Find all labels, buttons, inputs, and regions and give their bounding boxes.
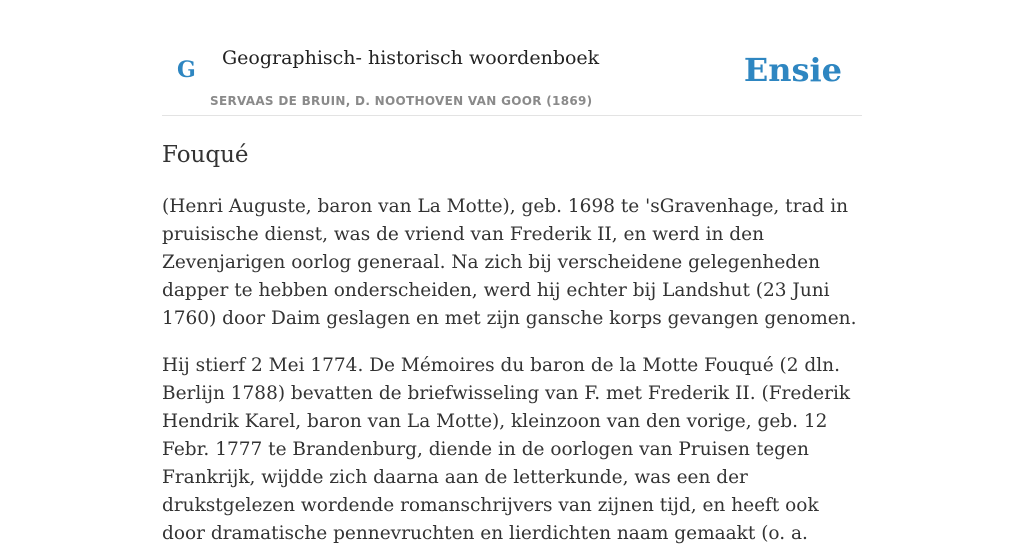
book-title[interactable]: Geographisch- historisch woordenboek — [222, 47, 600, 69]
entry-title: Fouqué — [162, 142, 249, 168]
entry-paragraph: (Henri Auguste, baron van La Motte), geb. 1698 te 'sGravenhage, trad in pruisische dienst, was de vriend van Frederik II, en werd in den Zevenjarigen oorlog generaal. Na zich bij verscheidene gelegenheden dapper te hebben onderscheiden, werd hij echter bij Landshut (23 Juni 1760) door Daim geslagen en met zijn gansche korps gevangen genomen. — [162, 196, 857, 329]
book-logo-icon[interactable]: G — [177, 57, 196, 83]
page — [162, 0, 862, 548]
entry-body — [162, 193, 862, 548]
header — [162, 44, 862, 116]
book-authors: SERVAAS DE BRUIN, D. NOOTHOVEN VAN GOOR (1869) — [210, 94, 593, 108]
ensie-logo-link[interactable]: Ensie — [743, 51, 842, 89]
entry-paragraph: Hij stierf 2 Mei 1774. De Mémoires du baron de la Motte Fouqué (2 dln. Berlijn 1788) bevatten de briefwisseling van F. met Frederik II. (Frederik Hendrik Karel, baron van La Motte), kleinzoon van den vorige, geb. 12 Febr. 1777 te Brandenburg, diende in de oorlogen van Pruisen tegen Frankrijk, wijdde zich daarna aan de letterkunde, was een der drukstgelezen wordende romanschrijvers van zijnen tijd, en heeft ook door dramatische pennevruchten en lierdichten naam gemaakt (o. a. — [162, 355, 851, 544]
